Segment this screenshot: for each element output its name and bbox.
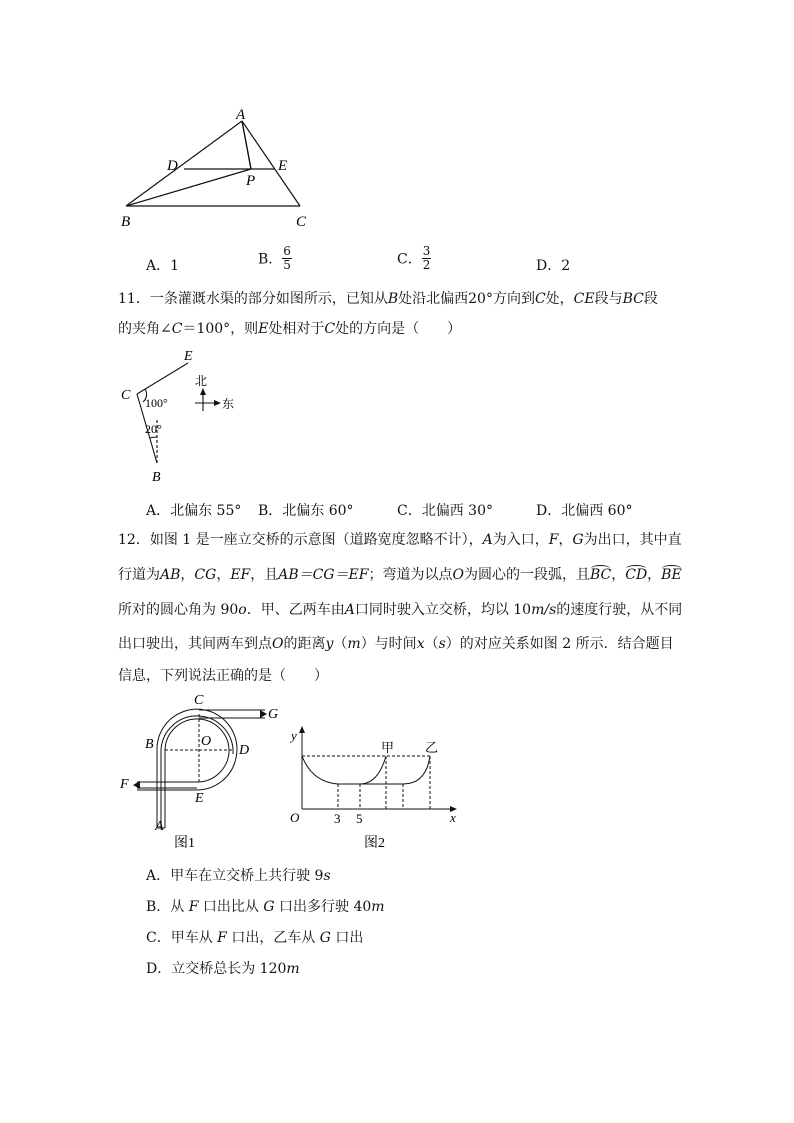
q11-text: 段 xyxy=(643,291,658,307)
angle-20-arc xyxy=(150,437,157,438)
curve-jia xyxy=(302,756,386,784)
q12-option-b[interactable] xyxy=(146,896,385,916)
q12-option-d-unit: m xyxy=(286,961,300,977)
q12-option-a[interactable] xyxy=(146,865,331,885)
q11-var: BC xyxy=(622,291,644,307)
q12-text: （ xyxy=(333,636,348,652)
label-c: C xyxy=(194,693,204,708)
q12-option-a-unit: s xyxy=(323,868,331,884)
label-c: C xyxy=(121,388,131,403)
q10-option-c[interactable] xyxy=(397,245,431,272)
q12-option-c-var: G xyxy=(319,930,331,946)
q12-text: 口同时驶入立交桥，均以 10 xyxy=(354,602,532,618)
y-axis-arrow xyxy=(299,726,305,733)
q12-unit: m xyxy=(347,636,361,652)
q12-option-b-text: 口出多行驶 40 xyxy=(274,899,372,915)
q11-text: 处相对于 xyxy=(268,321,325,337)
label-north: 北 xyxy=(195,374,208,388)
label-yi: 乙 xyxy=(425,740,439,755)
q11-line-1 xyxy=(118,292,658,306)
q12-text: 行道为 xyxy=(118,567,160,583)
q12-line-2 xyxy=(118,568,682,582)
label-e: E xyxy=(195,791,204,806)
q11-text: ，则 xyxy=(230,321,259,337)
q10-option-d[interactable] xyxy=(536,255,570,275)
q10-option-b-denominator: 5 xyxy=(283,258,291,272)
curve-yi xyxy=(360,756,430,784)
label-d: D xyxy=(239,743,250,758)
q12-text: ，且 xyxy=(250,567,279,583)
q12-text: 为圆心的一段弧，且 xyxy=(463,567,590,583)
q12-option-c[interactable] xyxy=(146,927,363,947)
q10-option-b-numerator: 6 xyxy=(283,244,291,258)
q12-text: 为出口，其中直 xyxy=(583,532,682,548)
q11-option-a[interactable] xyxy=(146,500,241,520)
q12-text: ， xyxy=(558,532,573,548)
exit-f-arrow xyxy=(133,781,140,789)
q11-option-c[interactable] xyxy=(397,500,493,520)
q10-option-c-prefix: C． xyxy=(397,251,422,268)
arc-cd: CD xyxy=(625,567,648,583)
q11-angle: ∠C xyxy=(160,321,183,337)
q10-option-b[interactable] xyxy=(258,245,292,272)
q12-var: F xyxy=(548,532,559,548)
q12-var: AB xyxy=(160,567,181,583)
q11-option-b[interactable] xyxy=(258,500,354,520)
q12-var: x xyxy=(416,636,425,652)
exit-g-arrow xyxy=(260,710,267,718)
q11-var: B xyxy=(387,291,399,307)
caption-figure-2: 图2 xyxy=(364,836,385,851)
q12-text: 12．如图 1 是一座立交桥的示意图（道路宽度忽略不计）， xyxy=(118,532,483,548)
arc-bc: BC xyxy=(589,567,612,583)
q12-degree-mark: o xyxy=(238,602,247,618)
q12-option-b-unit: m xyxy=(371,899,385,915)
label-e: E xyxy=(184,349,193,364)
q12-var: CG xyxy=(194,567,217,583)
q11-text: 处沿北偏西 xyxy=(398,291,469,307)
ramp-middle xyxy=(161,716,233,828)
label-d: D xyxy=(167,158,178,174)
canal-figure xyxy=(115,345,245,485)
label-f: F xyxy=(120,777,129,792)
q12-text: 信息，下列说法正确的是（ ） xyxy=(118,668,328,684)
q12-option-b-var: F xyxy=(188,899,199,915)
q11-var: CE xyxy=(573,291,595,307)
q12-option-c-text: 口出，乙车从 xyxy=(226,930,320,946)
q12-text: 的速度行驶，从不同 xyxy=(556,602,683,618)
q12-var: G xyxy=(572,532,584,548)
q12-unit: m/s xyxy=(531,602,557,618)
q12-var: O xyxy=(452,567,464,583)
interchange-figure xyxy=(117,690,287,850)
q12-option-c-var: F xyxy=(217,930,227,946)
q11-text: 段与 xyxy=(594,291,623,307)
q11-option-a-label: A．北偏东 55° xyxy=(146,503,242,519)
q11-text: 处的方向是（ ） xyxy=(335,321,462,337)
q12-var: A xyxy=(344,602,355,618)
q12-line-5 xyxy=(118,669,328,683)
q12-text: 为入口， xyxy=(492,532,549,548)
label-jia: 甲 xyxy=(381,740,395,755)
tick-5: 5 xyxy=(356,811,363,826)
q12-var: A xyxy=(482,532,493,548)
q12-var: O xyxy=(272,636,284,652)
distance-time-graph xyxy=(285,722,465,852)
q12-text: 出口驶出，其间两车到点 xyxy=(118,636,272,652)
label-a: A xyxy=(155,819,164,834)
q11-text: 方向到 xyxy=(492,291,535,307)
side-ab xyxy=(126,121,242,206)
q12-text: ）的对应关系如图 2 所示．结合题目 xyxy=(445,636,674,652)
caption-figure-1: 图1 xyxy=(174,836,195,851)
q12-equation: AB＝CG＝EF xyxy=(278,567,369,583)
q12-text: 的距离 xyxy=(283,636,326,652)
q12-option-d-text: D．立交桥总长为 120 xyxy=(146,961,287,977)
q12-option-b-var: G xyxy=(263,899,275,915)
q10-option-a[interactable] xyxy=(146,255,179,275)
label-e: E xyxy=(278,158,288,174)
label-g: G xyxy=(268,707,279,722)
q12-text: ， xyxy=(611,567,626,583)
q12-text: 所对的圆心角为 90 xyxy=(118,602,239,618)
label-b: B xyxy=(121,214,131,230)
q12-text: ．甲、乙两车由 xyxy=(246,602,345,618)
q11-var: E xyxy=(258,321,269,337)
arc-be: BE xyxy=(661,567,682,583)
q11-text: 11．一条灌溉水渠的部分如图所示，已知从 xyxy=(118,291,388,307)
q11-equation: ＝100° xyxy=(182,321,231,337)
label-b: B xyxy=(152,470,161,485)
ramp-outer xyxy=(137,709,237,828)
label-100-degrees: 100° xyxy=(145,396,168,410)
q11-var: C xyxy=(534,291,546,307)
q12-text: （ xyxy=(424,636,439,652)
q12-var: EF xyxy=(230,567,251,583)
ramp-inner xyxy=(137,719,229,828)
q11-option-c-label: C．北偏西 30° xyxy=(397,503,493,519)
north-arrow-head xyxy=(200,388,206,395)
label-east: 东 xyxy=(222,397,235,411)
q12-line-3 xyxy=(118,603,682,617)
q12-option-c-text: C．甲车从 xyxy=(146,930,218,946)
q10-option-d-prefix: D． xyxy=(536,258,562,274)
label-x: x xyxy=(450,810,456,825)
side-ac xyxy=(242,121,300,206)
q11-option-d-label: D．北偏西 60° xyxy=(536,503,633,519)
label-c: C xyxy=(296,214,307,230)
label-20-degrees: 20° xyxy=(145,422,162,436)
q10-option-b-prefix: B． xyxy=(258,251,283,268)
q11-option-b-label: B．北偏东 60° xyxy=(258,503,354,519)
q12-line-1 xyxy=(118,533,682,547)
q12-var: y xyxy=(325,636,334,652)
label-p: P xyxy=(246,173,256,189)
q12-option-b-text: B．从 xyxy=(146,899,189,915)
q10-option-a-prefix: A． xyxy=(146,258,171,274)
q12-option-c-text: 口出 xyxy=(330,930,364,946)
label-o: O xyxy=(201,734,212,749)
label-b: B xyxy=(145,737,154,752)
label-y: y xyxy=(291,728,297,743)
q11-text: 的夹角 xyxy=(118,321,160,337)
q10-option-a-value: 1 xyxy=(170,258,180,274)
q12-line-4 xyxy=(118,637,674,651)
q11-value: 20° xyxy=(468,291,493,307)
tick-3: 3 xyxy=(334,811,341,826)
q10-option-b-fraction xyxy=(282,245,292,272)
q12-option-d[interactable] xyxy=(146,958,300,978)
q12-text: ）与时间 xyxy=(360,636,417,652)
q11-text: 处， xyxy=(545,291,574,307)
q11-var: C xyxy=(324,321,336,337)
q12-option-a-text: A．甲车在立交桥上共行驶 9 xyxy=(146,868,324,884)
segment-bp xyxy=(126,169,251,206)
q12-unit: s xyxy=(438,636,446,652)
q10-option-d-value: 2 xyxy=(561,258,571,274)
q12-option-b-text: 口出比从 xyxy=(198,899,264,915)
label-origin: O xyxy=(290,810,300,825)
q12-text: ， xyxy=(216,567,231,583)
q10-option-c-denominator: 2 xyxy=(422,258,431,272)
triangle-figure xyxy=(110,104,330,234)
q12-text: ， xyxy=(180,567,195,583)
q12-text: ；弯道为以点 xyxy=(368,567,453,583)
q10-option-c-numerator: 3 xyxy=(422,244,431,258)
q11-option-d[interactable] xyxy=(536,500,633,520)
label-a: A xyxy=(236,107,246,123)
q10-option-c-fraction xyxy=(422,245,432,272)
q12-text: ， xyxy=(647,567,662,583)
q11-line-2 xyxy=(118,322,461,336)
east-arrow-head xyxy=(214,400,221,406)
